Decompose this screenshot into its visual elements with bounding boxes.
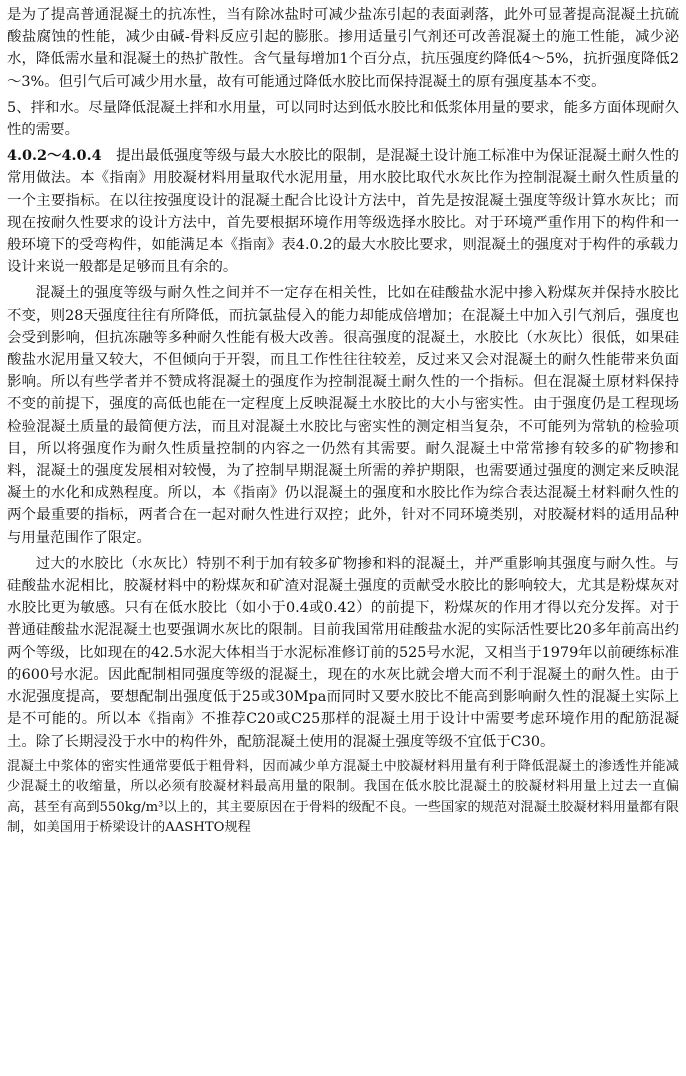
clause-number: 4.0.2～4.0.4 bbox=[7, 147, 102, 165]
paragraph-clause-4-0-2 bbox=[7, 145, 679, 278]
paragraph-mixing-water: 5、拌和水。尽量降低混凝土拌和水用量，可以同时达到低水胶比和低浆体用量的要求，能多方面体现耐久性的需要。 bbox=[7, 99, 679, 139]
clause-text: 提出最低强度等级与最大水胶比的限制，是混凝土设计施工标准中为保证混凝土耐久性的常用做法。本《指南》用胶凝材料用量取代水泥用量，用水胶比取代水灰比作为控制混凝土耐久性质量的一个主要指标。在以往按强度设计的混凝土配合比设计方法中，首先是按混凝土强度等级计算水灰比；而现在按耐久性要求的设计方法中，首先要根据环境作用等级选择水胶比。对于环境严重作用下的构件和一般环境下的受弯构件，如能满足本《指南》表4.0.2的最大水胶比要求，则混凝土的强度对于构件的承载力设计来说一般都是足够而且有余的。 bbox=[7, 148, 679, 276]
paragraph-strength-durability: 混凝土的强度等级与耐久性之间并不一定存在相关性，比如在硅酸盐水泥中掺入粉煤灰并保持水胶比不变，则28天强度往往有所降低，而抗氯盐侵入的能力却能成倍增加；在混凝土中加入引气剂后，强度也会受到影响，但抗冻融等多种耐久性能有极大改善。很高强度的混凝土，水胶比（水灰比）很低，如果硅酸盐水泥用量又较大，不但倾向于开裂，而且工作性往往较差，反过来又会对混凝土的耐久性能带来负面影响。所以有些学者并不赞成将混凝土的强度作为控制混凝土耐久性的一个指标。但在混凝土原材料保持不变的前提下，强度的高低也能在一定程度上反映混凝土水胶比的大小与密实性。由于强度仍是工程现场检验混凝土质量的最简便方法，而且对混凝土水胶比与密实性的测定相当复杂，不可能列为常轨的检验项目，所以将强度作为耐久性质量控制的内容之一仍然有其需要。耐久混凝土中常常掺有较多的矿物掺和料，混凝土的强度发展相对较慢，为了控制早期混凝土所需的养护期限，也需要通过强度的测定来反映混凝土的水化和成熟程度。所以，本《指南》仍以混凝土的强度和水胶比作为综合表达混凝土材料耐久性的两个最重要的指标，两者合在一起对耐久性进行双控；此外，针对不同环境类别，对胶凝材料的适用品种与用量范围作了限定。 bbox=[7, 285, 679, 546]
paragraph-binder-content: 混凝土中浆体的密实性通常要低于粗骨料，因而减少单方混凝土中胶凝材料用量有利于降低混凝土的渗透性并能减少混凝土的收缩量，所以必须有胶凝材料最高用量的限制。我国在低水胶比混凝土的胶凝材料用量上过去一直偏高，甚至有高到550kg/m³以上的，其主要原因在于骨料的级配不良。一些国家的规范对混凝土胶凝材料用量都有限制，如美国用于桥梁设计的AASHTO规程 bbox=[7, 758, 679, 836]
paragraph-air-entraining: 是为了提高普通混凝土的抗冻性，当有除冰盐时可减少盐冻引起的表面剥落，此外可显著提高混凝土抗硫酸盐腐蚀的性能，减少由碱-骨料反应引起的膨胀。掺用适量引气剂还可改善混凝土的施工性能，减少泌水，降低需水量和混凝土的热扩散性。含气量每增加1个百分点，抗压强度约降低4～5%，抗折强度降低2～3%。但引气后可减少用水量，故有可能通过降低水胶比而保持混凝土的原有强度基本不变。 bbox=[7, 7, 679, 90]
paragraph-water-binder-ratio: 过大的水胶比（水灰比）特别不利于加有较多矿物掺和料的混凝土，并严重影响其强度与耐久性。与硅酸盐水泥相比，胶凝材料中的粉煤灰和矿渣对混凝土强度的贡献受水胶比的影响较大，尤其是粉煤灰对水胶比更为敏感。只有在低水胶比（如小于0.4或0.42）的前提下，粉煤灰的作用才得以充分发挥。对于普通硅酸盐水泥混凝土也要强调水灰比的限制。目前我国常用硅酸盐水泥的实际活性要比20多年前高出约两个等级，比如现在的42.5水泥大体相当于水泥标准修订前的525号水泥，又相当于1979年以前硬练标准的600号水泥。因此配制相同强度等级的混凝土，现在的水灰比就会增大而不利于混凝土的耐久性。由于水泥强度提高，要想配制出强度低于25或30Mpa而同时又要水胶比不能高到影响耐久性的混凝土实际上是不可能的。所以本《指南》不推荐C20或C25那样的混凝土用于设计中需要考虑环境作用的配筋混凝土。除了长期浸没于水中的构件外，配筋混凝土使用的混凝土强度等级不宜低于C30。 bbox=[7, 555, 679, 750]
